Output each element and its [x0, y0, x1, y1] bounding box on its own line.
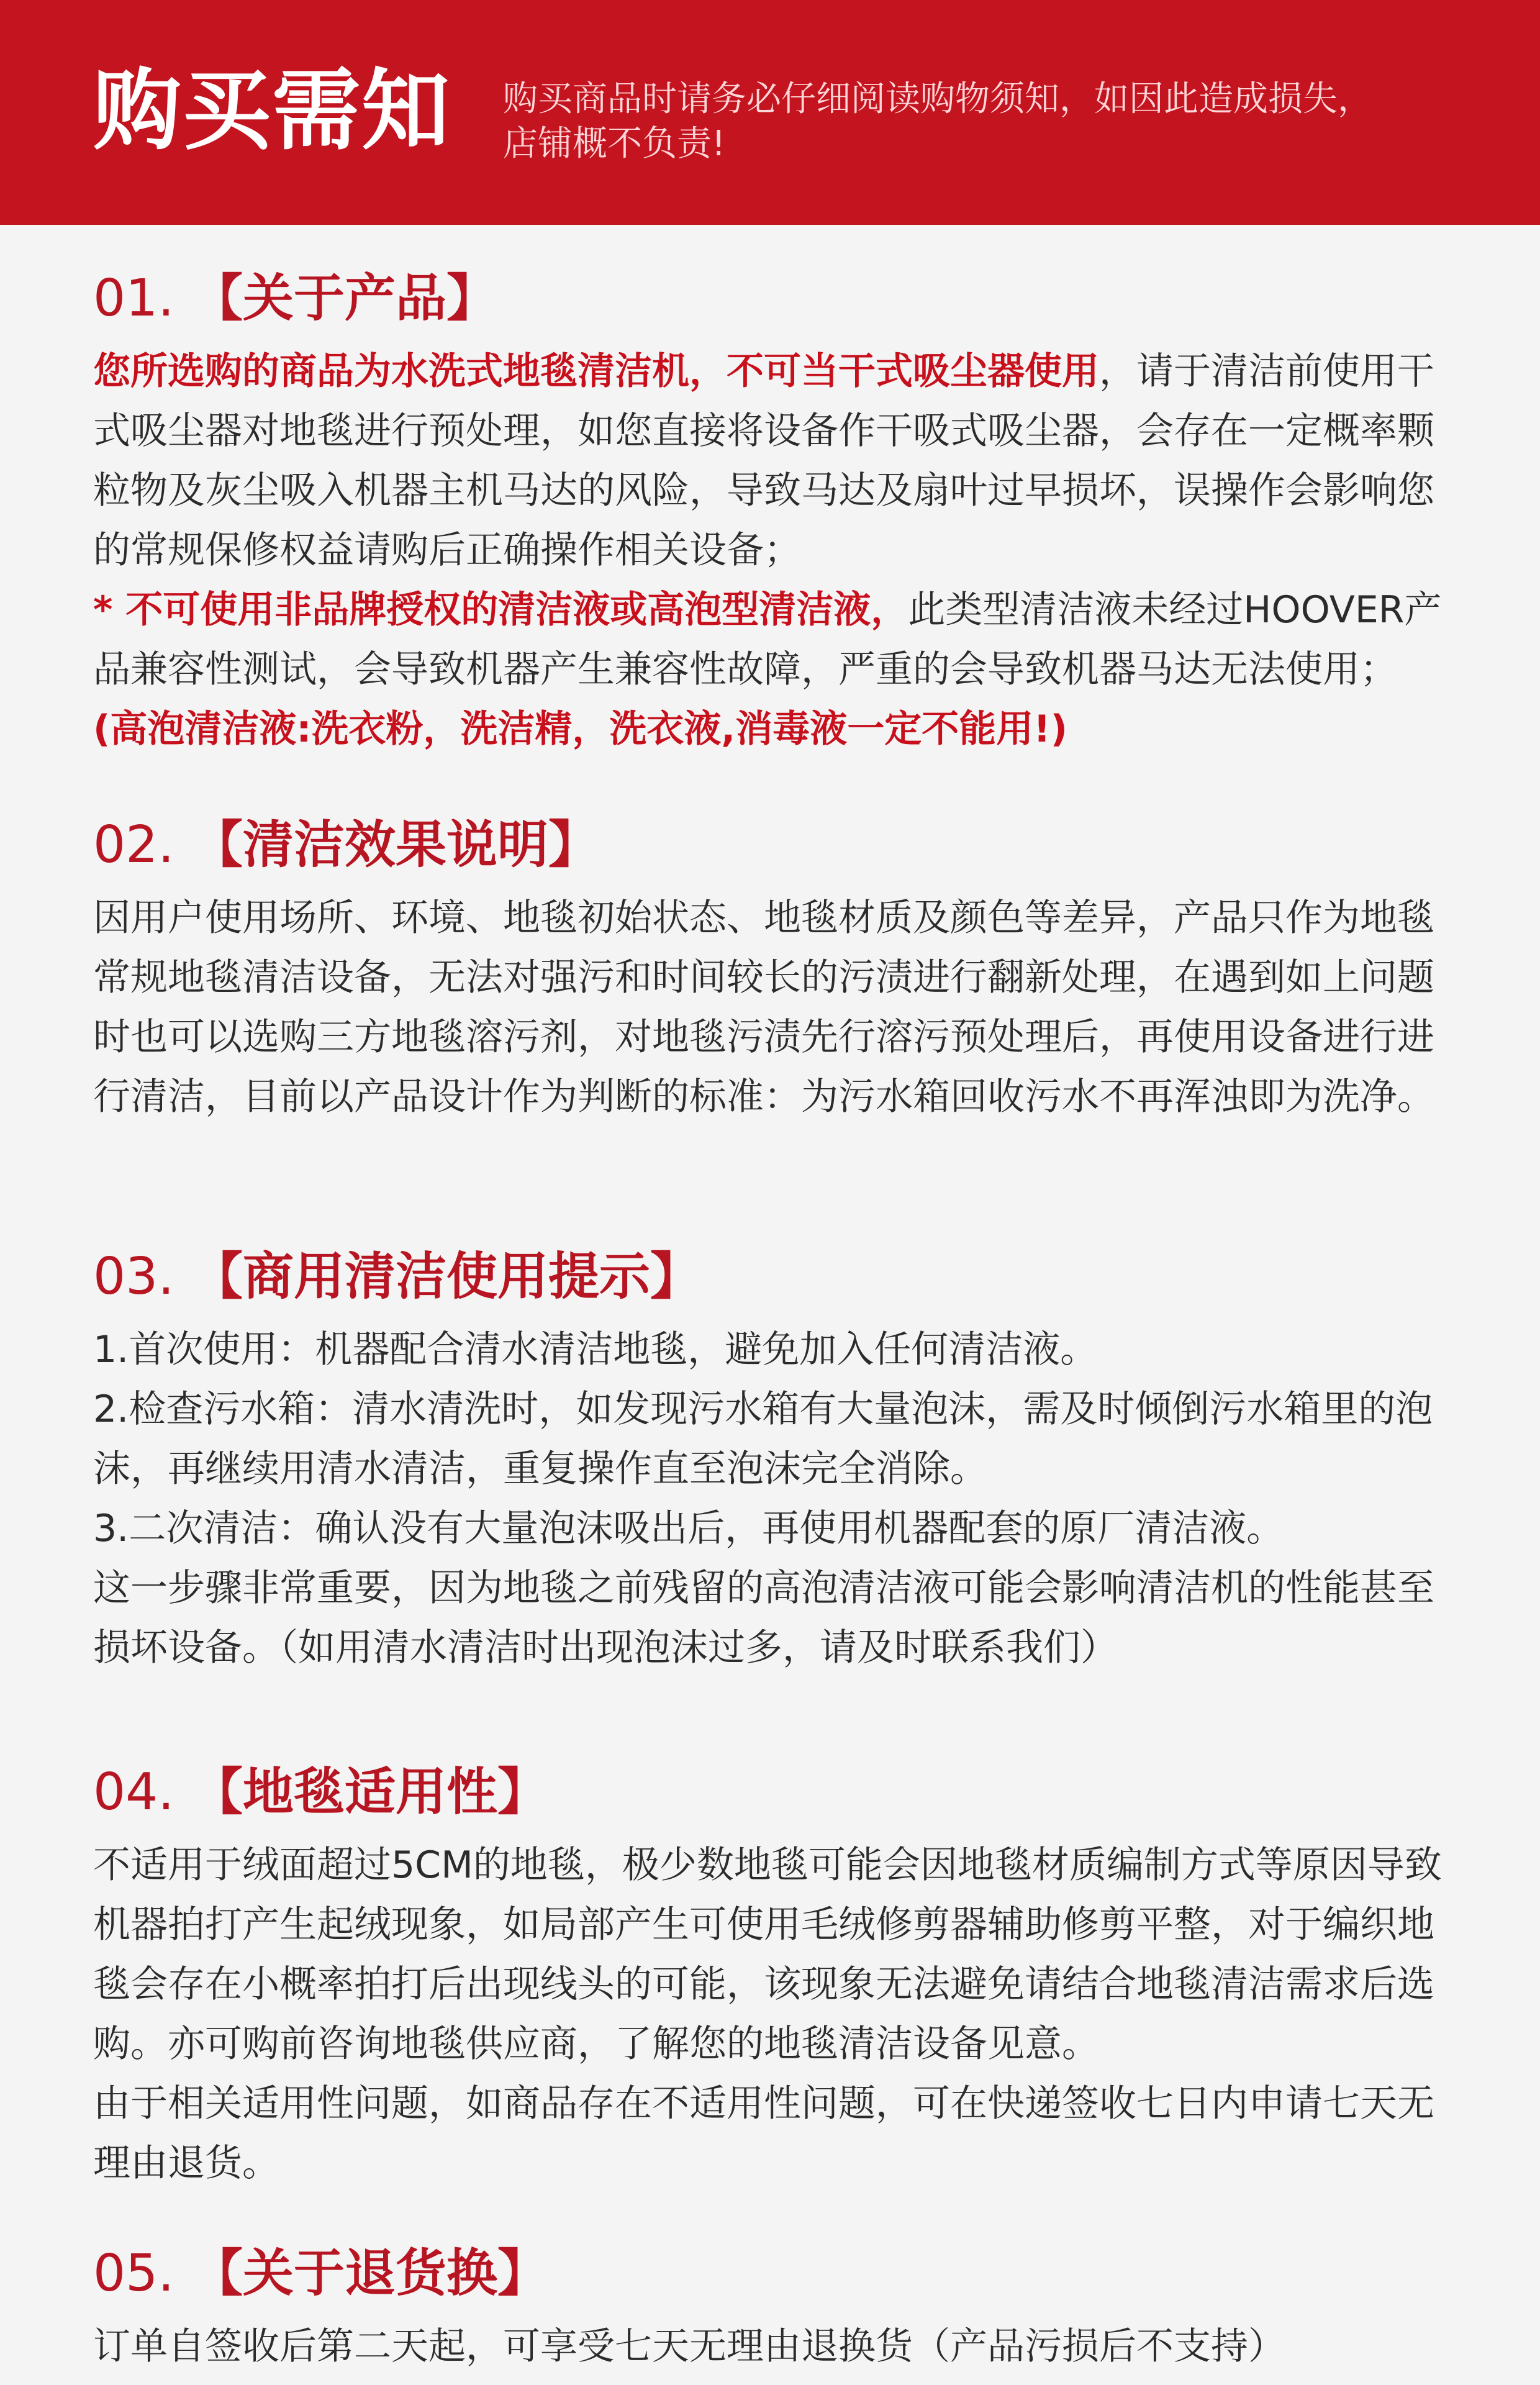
- list-item: 2.检查污水箱：清水清洗时，如发现污水箱有大量泡沫，需及时倾倒污水箱里的泡沫，再继续用清水清洁，重复操作直至泡沫完全消除。: [93, 1388, 1433, 1491]
- section-title: [93, 1763, 1447, 1835]
- section-about-product: [93, 269, 1447, 759]
- warning-text: (高泡清洁液:洗衣粉，洗洁精，洗衣液,消毒液一定不能用!): [93, 707, 1067, 751]
- section-title: [93, 269, 1447, 342]
- section-paragraph: 不适用于绒面超过5CM的地毯，极少数地毯可能会因地毯材质编制方式等原因导致机器拍打产生起绒现象，如局部产生可使用毛绒修剪器辅助修剪平整，对于编织地毯会存在小概率拍打后出现线头的可能，该现象无法避免请结合地毯清洁需求后选购。亦可购前咨询地毯供应商，了解您的地毯清洁设备见意。: [93, 1843, 1442, 2066]
- section-number: 05.: [93, 2244, 174, 2303]
- section-paragraph: 订单自签收后第二天起，可享受七天无理由退换货（产品污损后不支持）: [93, 2325, 1285, 2368]
- section-title: [93, 2244, 1447, 2317]
- section-heading: 【关于退货换】: [191, 2244, 548, 2303]
- list-item: 1.首次使用：机器配合清水清洁地毯，避免加入任何清洁液。: [93, 1328, 1098, 1371]
- section-number: 03.: [93, 1247, 174, 1306]
- section-number: 01.: [93, 269, 174, 328]
- section-heading: 【清洁效果说明】: [191, 815, 599, 874]
- section-paragraph: [93, 342, 1447, 580]
- list-item: 这一步骤非常重要，因为地毯之前残留的高泡清洁液可能会影响清洁机的性能甚至损坏设备。（如用清水清洁时出现泡沫过多，请及时联系我们）: [93, 1566, 1434, 1670]
- section-paragraph: 由于相关适用性问题，如商品存在不适用性问题，可在快递签收七日内申请七天无理由退货。: [93, 2082, 1434, 2185]
- section-paragraph: [93, 580, 1447, 759]
- warning-text: * 不可使用非品牌授权的清洁液或高泡型清洁液，: [93, 588, 908, 632]
- body-text: ，请于清洁前使用干式吸尘器对地毯进行预处理，如您直接将设备作干吸式吸尘器，会存在一定概率颗粒物及灰尘吸入机器主机马达的风险，导致马达及扇叶过早损坏，误操作会影响您的常规保修权益请购后正确操作相关设备；: [93, 350, 1434, 572]
- section-title: [93, 1247, 1447, 1320]
- section-title: [93, 815, 1447, 888]
- section-heading: 【商用清洁使用提示】: [191, 1247, 701, 1306]
- section-cleaning-effect: [93, 815, 1447, 1127]
- header-notice: [503, 77, 1472, 166]
- notice-line-2: 店铺概不负责!: [503, 124, 726, 164]
- list-item: 3.二次清洁：确认没有大量泡沫吸出后，再使用机器配套的原厂清洁液。: [93, 1507, 1284, 1550]
- section-paragraph: 因用户使用场所、环境、地毯初始状态、地毯材质及颜色等差异，产品只作为地毯常规地毯清洁设备，无法对强污和时间较长的污渍进行翻新处理，在遇到如上问题时也可以选购三方地毯溶污剂，对地毯污渍先行溶污预处理后，再使用设备进行进行清洁，目前以产品设计作为判断的标准：为污水箱回收污水不再浑浊即为洗净。: [93, 896, 1434, 1119]
- section-carpet-suitability: [93, 1763, 1447, 2193]
- section-heading: 【地毯适用性】: [191, 1763, 548, 1822]
- warning-text: 您所选购的商品为水洗式地毯清洁机，不可当干式吸尘器使用: [93, 350, 1099, 393]
- body-text: 此类型清洁液未经过HOOVER产品兼容性测试，会导致机器产生兼容性故障，严重的会导致机器马达无法使用；: [93, 588, 1442, 691]
- section-number: 04.: [93, 1763, 174, 1822]
- header-banner: [0, 0, 1540, 225]
- section-heading: 【关于产品】: [191, 269, 497, 328]
- section-commercial-tips: [93, 1247, 1447, 1678]
- section-returns: [93, 2244, 1447, 2376]
- page-title: 购买需知: [93, 60, 451, 162]
- section-number: 02.: [93, 815, 174, 874]
- notice-line-1: 购买商品时请务必仔细阅读购物须知，如因此造成损失，: [503, 79, 1372, 119]
